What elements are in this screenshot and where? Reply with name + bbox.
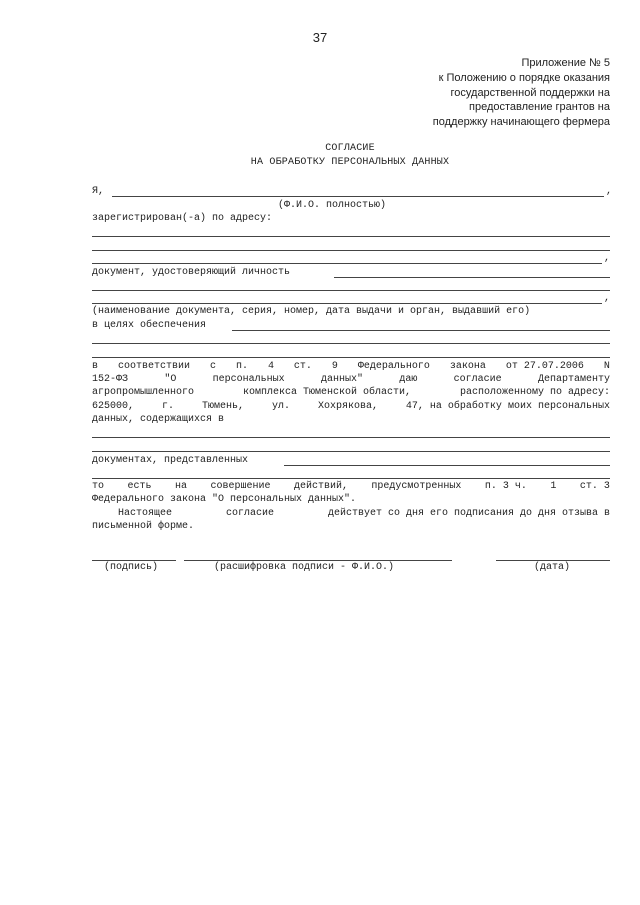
address-field-line[interactable] [92,263,602,264]
comma: , [604,293,611,304]
comma: , [604,253,611,264]
purpose-label: в целях обеспечения [92,320,207,331]
presented-field-line[interactable] [92,478,610,479]
registered-label: зарегистрирован(-а) по адресу: [92,213,273,224]
consent-line: в соответствии с п. 4 ст. 9 Федерального закона от 27.07.2006 N [92,361,610,372]
actions-line: Федерального закона "О персональных данных". [92,494,357,505]
signature-hint: (подпись) [104,562,159,573]
signature-field-line[interactable] [92,560,176,561]
address-field-line[interactable] [92,250,610,251]
doc-subtitle: НА ОБРАБОТКУ ПЕРСОНАЛЬНЫХ ДАННЫХ [250,157,450,168]
validity-line: Настоящее согласие действует со дня его подписания до дня отзыва в [118,508,610,519]
presented-field-line[interactable] [284,465,610,466]
appendix-line: государственной поддержки на [450,87,610,99]
fio-hint: (Ф.И.О. полностью) [278,200,387,211]
decoding-hint: (расшифровка подписи - Ф.И.О.) [214,562,395,573]
purpose-field-line[interactable] [232,330,610,331]
appendix-line: к Положению о порядке оказания [438,72,610,84]
doc-title: СОГЛАСИЕ [325,143,375,154]
comma: , [606,186,613,197]
date-hint: (дата) [534,562,571,573]
purpose-field-line[interactable] [92,357,610,358]
document-field-line[interactable] [92,303,602,304]
appendix-line: поддержку начинающего фермера [432,116,610,128]
document-field-line[interactable] [334,277,610,278]
address-field-line[interactable] [92,236,610,237]
document-label: документ, удостоверяющий личность [92,267,291,278]
document-field-line[interactable] [92,290,610,291]
decoding-field-line[interactable] [184,560,452,561]
actions-line: то есть на совершение действий, предусмотренных п. 3 ч. 1 ст. 3 [92,481,610,492]
page-number: 37 [312,30,328,45]
appendix-line: предоставление грантов на [469,101,610,113]
validity-line: письменной форме. [92,521,195,532]
documents-label: документах, представленных [92,455,249,466]
consent-line: агропромышленного комплекса Тюменской области, расположенному по адресу: [92,387,610,398]
documents-field-line[interactable] [92,451,610,452]
consent-line: 625000, г. Тюмень, ул. Хохрякова, 47, на обработку моих персональных [92,401,610,412]
name-field-line[interactable] [112,196,604,197]
appendix-line: Приложение № 5 [521,57,610,69]
consent-line: 152-ФЗ "О персональных данных" даю согласие Департаменту [92,374,610,385]
i-label: Я, [92,186,105,197]
consent-line: данных, содержащихся в [92,414,225,425]
date-field-line[interactable] [496,560,610,561]
purpose-field-line[interactable] [92,343,610,344]
document-hint: (наименование документа, серия, номер, дата выдачи и орган, выдавший его) [92,306,531,317]
documents-field-line[interactable] [92,437,610,438]
